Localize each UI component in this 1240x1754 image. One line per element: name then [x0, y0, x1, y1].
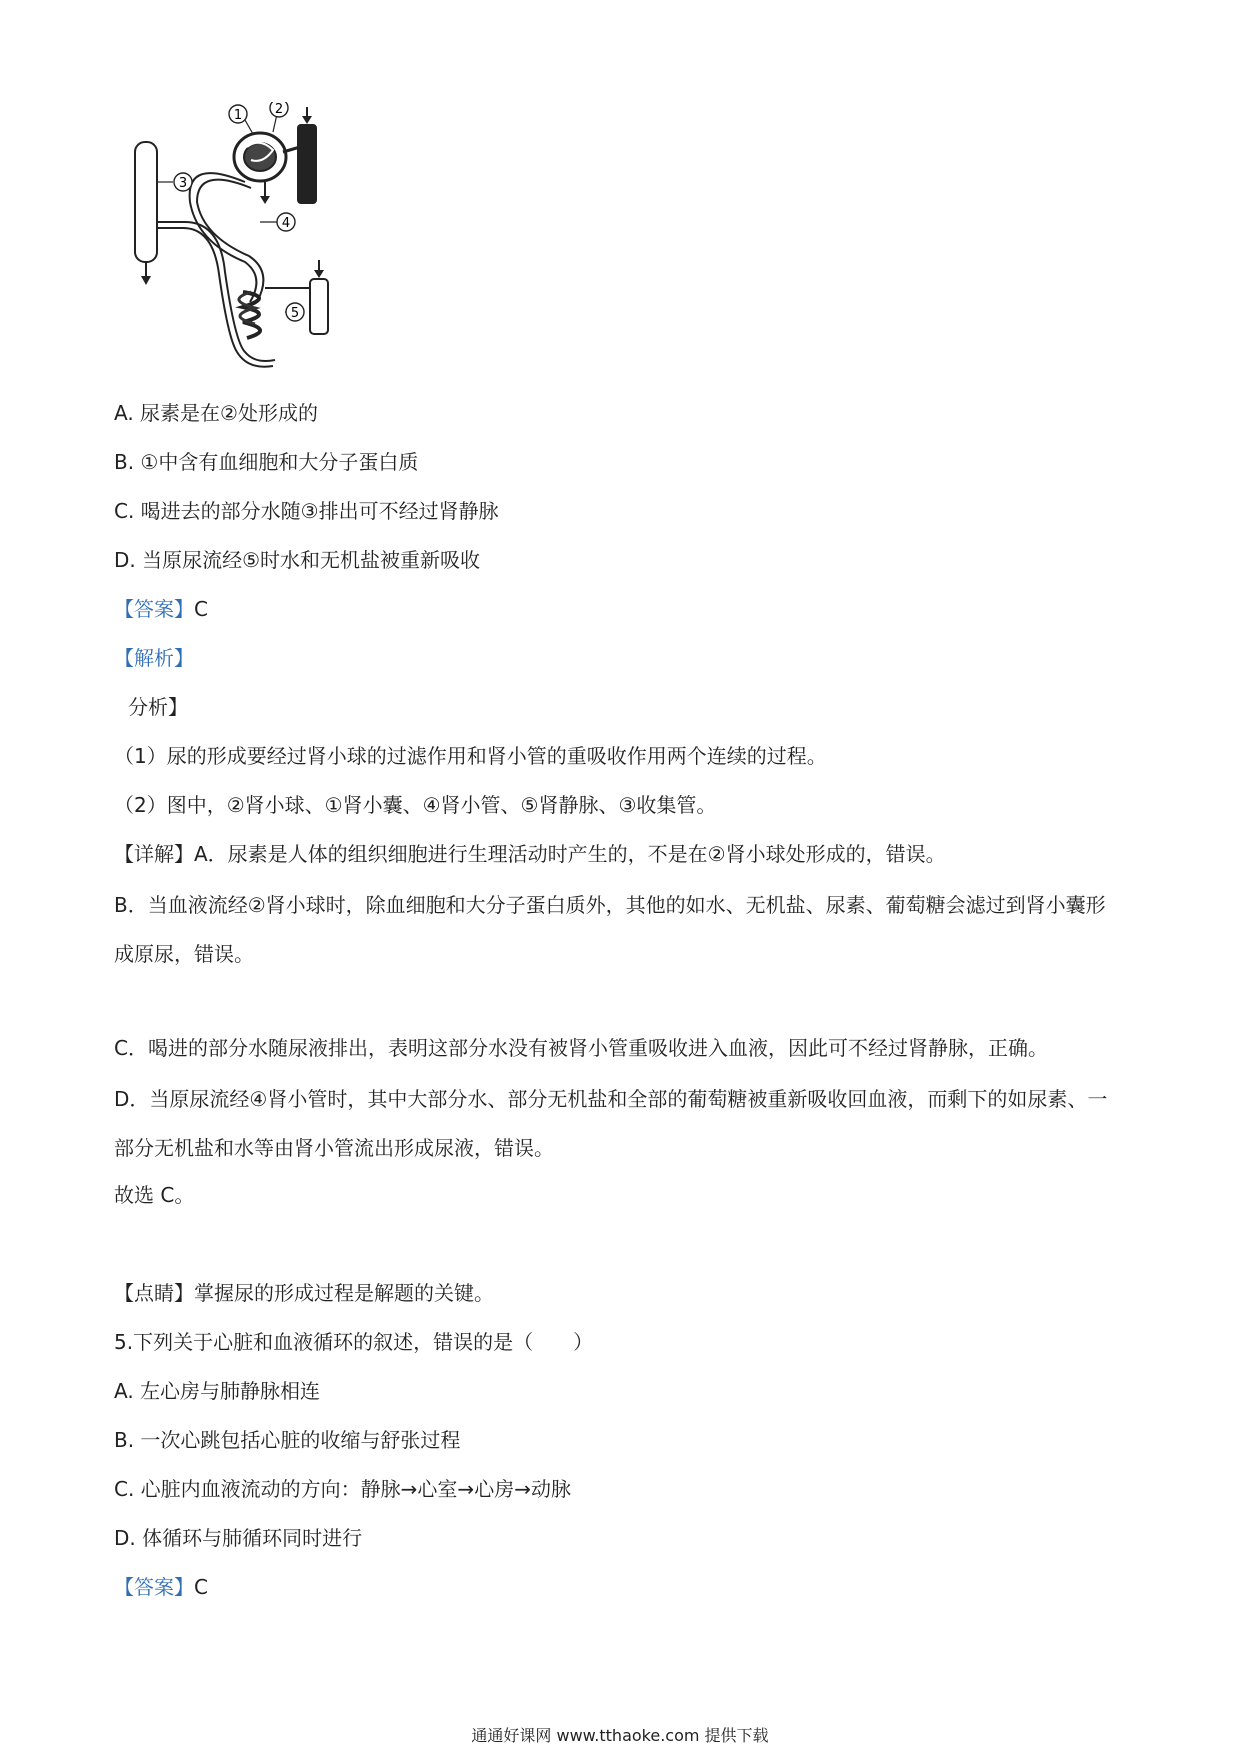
svg-text:2: 2: [274, 102, 284, 117]
q5-option-d: D. 体循环与肺循环同时进行: [114, 1526, 363, 1550]
q5-option-b: B. 一次心跳包括心脏的收缩与舒张过程: [114, 1428, 461, 1452]
svg-text:3: 3: [178, 176, 188, 191]
q4-analysis-label: 【解析】: [114, 646, 194, 670]
q5-stem: 5.下列关于心脏和血液循环的叙述，错误的是（ ）: [114, 1330, 594, 1354]
q4-detail-c: C．喝进的部分水随尿液排出，表明这部分水没有被肾小管重吸收进入血液，因此可不经过肾静脉，正确。: [114, 1036, 1048, 1060]
page-footer: 通通好课网 www.tthaoke.com 提供下载: [471, 1726, 769, 1745]
q4-answer-value: C: [194, 597, 208, 621]
q4-option-d: D. 当原尿流经⑤时水和无机盐被重新吸收: [114, 548, 481, 572]
q4-detail-d: D．当原尿流经④肾小管时，其中大部分水、部分无机盐和全部的葡萄糖被重新吸收回血液，而剩下的如尿素、一部分无机盐和水等由肾小管流出形成尿液，错误。: [114, 1087, 1108, 1160]
q5-answer-label: 【答案】: [114, 1575, 194, 1599]
label-5: [286, 303, 304, 321]
q5-answer: [114, 1572, 208, 1602]
q4-analysis-head: 分析】: [128, 695, 188, 719]
q4-answer-label: 【答案】: [114, 597, 194, 621]
q4-analysis-2: （2）图中，②肾小球、①肾小囊、④肾小管、⑤肾静脉、③收集管。: [114, 793, 717, 817]
label-3: [174, 173, 192, 191]
q5-option-c: C. 心脏内血液流动的方向：静脉→心室→心房→动脉: [114, 1477, 571, 1501]
svg-text:4: 4: [281, 216, 291, 231]
q4-tip: 【点睛】掌握尿的形成过程是解题的关键。: [114, 1281, 494, 1305]
q4-detail-a: 【详解】A．尿素是人体的组织细胞进行生理活动时产生的，不是在②肾小球处形成的，错误。: [114, 842, 946, 866]
label-2: [270, 102, 288, 117]
label-1: [229, 105, 247, 123]
q4-answer: [114, 594, 208, 624]
svg-text:5: 5: [290, 306, 300, 321]
q4-option-c: C. 喝进去的部分水随③排出可不经过肾静脉: [114, 499, 499, 523]
q4-detail-b: B．当血液流经②肾小球时，除血细胞和大分子蛋白质外，其他的如水、无机盐、尿素、葡萄糖会滤过到肾小囊形成原尿，错误。: [114, 893, 1106, 966]
nephron-diagram: [125, 102, 375, 377]
label-4: [277, 213, 295, 231]
svg-text:1: 1: [233, 108, 243, 123]
q5-option-a: A. 左心房与肺静脉相连: [114, 1379, 321, 1403]
q4-option-b: B. ①中含有血细胞和大分子蛋白质: [114, 450, 419, 474]
q4-option-a: A. 尿素是在②处形成的: [114, 401, 318, 425]
q4-analysis-1: （1）尿的形成要经过肾小球的过滤作用和肾小管的重吸收作用两个连续的过程。: [114, 744, 827, 768]
q4-conclusion: 故选 C。: [114, 1183, 195, 1207]
q5-answer-value: C: [194, 1575, 208, 1599]
